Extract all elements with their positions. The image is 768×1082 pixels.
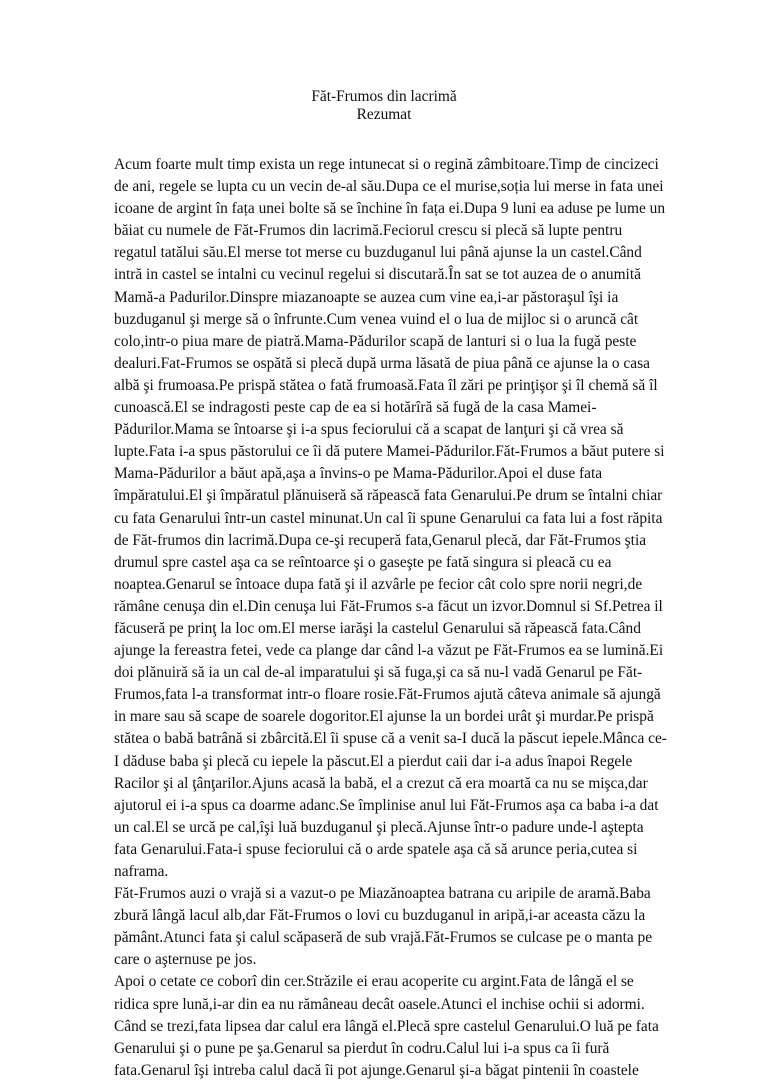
text-line: împăratului.El şi împăratul plănuiseră să răpească fata Genarului.Pe drum se întalni chiar xyxy=(114,487,663,505)
text-line: care o aşternuse pe jos. xyxy=(114,951,257,969)
text-line: cu fata Genarului într-un castel minunat.Un cal îi spune Genarului ca fata lui a fost răpita xyxy=(114,509,663,527)
text-line: dealuri.Fat-Frumos se ospătă si plecă după urma lăsată de piua până ce ajunse la o casa xyxy=(114,354,650,372)
text-line: Mamă-a Padurilor.Dinspre miazanoapte se auzea cum vine ea,i-ar păstoraşul îşi ia xyxy=(114,288,619,306)
text-line: lupte.Fata i-a spus păstorului ce îi dă putere Mamei-Pădurilor.Făt-Frumos a băut putere si xyxy=(114,443,665,461)
text-line: băiat cu numele de Făt-Frumos din lacrimă.Feciorul crescu si plecă să lupte pentru xyxy=(114,222,623,240)
text-line: ajunge la fereastra fetei, vede ca plange dar când l-a văzut pe Făt-Frumos ea se lumină.Ei xyxy=(114,642,664,660)
document-body xyxy=(114,154,667,1082)
text-line: Apoi o cetate ce coborî din cer.Străzile ei erau acoperite cu argint.Fata de lângă el se xyxy=(114,973,634,991)
document-subtitle: Rezumat xyxy=(356,106,412,123)
text-line: colo,intr-o piua mare de piatră.Mama-Pădurilor scapă de lanturi si o lua la fugă peste xyxy=(114,332,637,350)
text-line: intră in castel se intalni cu vecinul regelui si discutară.În sat se tot auzea de o anumită xyxy=(114,266,641,284)
text-line: in mare sau să scape de soarele dogoritor.El ajunse la un bordei urât şi murdar.Pe prispă xyxy=(114,708,654,726)
text-line: cunoască.El se indragosti peste cap de ea si hotărîră să fugă de la casa Mamei- xyxy=(114,399,597,417)
text-line: Pădurilor.Mama se întoarse şi i-a spus feciorului că a scapat de lanţuri şi că vrea să xyxy=(114,421,624,439)
text-line: Mama-Pădurilor a băut apă,aşa a învins-o pe Mama-Pădurilor.Apoi el duse fata xyxy=(114,465,603,483)
text-line: făcuseră pe prinţ la loc om.El merse iarăşi la castelul Genarului să răpească fata.Când xyxy=(114,619,641,637)
text-line: zbură lângă lacul alb,dar Făt-Frumos o lovi cu buzduganul in aripă,i-ar aceasta căzu la xyxy=(114,907,646,925)
text-line: I dăduse baba şi plecă cu iepele la păscut.El a pierdut caii dar i-a adus înapoi Regele xyxy=(114,752,633,770)
text-line: noaptea.Genarul se întoace dupa fată şi il azvârle pe fecior cât colo spre norii negri,de xyxy=(114,575,643,593)
text-line: albă şi frumoasa.Pe prispă stătea o fată frumoasă.Fata îl zări pe prinţişor şi îl chemă să îl xyxy=(114,376,658,394)
text-line: icoane de argint în fața unei bolte să se închine în fața ei.Dupa 9 luni ea aduse pe lume un xyxy=(114,200,666,218)
text-line: ridica spre lună,i-ar din ea nu rămâneau decât oasele.Atunci el inchise ochii si adormi. xyxy=(114,995,645,1013)
text-line: regatul tatălui său.El merse tot merse cu buzduganul lui până ajunse la un castel.Când xyxy=(114,244,642,262)
text-line: drumul spre castel aşa ca se reîntoarce şi o gaseşte pe fată singura si pleacă cu ea xyxy=(114,553,612,571)
text-line: doi plănuiră să ia un cal de-al imparatului şi să fuga,şi ca să nu-l vadă Genarul pe Făt- xyxy=(114,664,643,682)
text-line: naframa. xyxy=(114,863,169,880)
text-line: Făt-Frumos auzi o vrajă si a vazut-o pe Miazănoaptea batrana cu aripile de aramă.Baba xyxy=(114,885,651,903)
text-line: Frumos,fata l-a transformat intr-o floare rosie.Făt-Frumos ajută câteva animale să ajungă xyxy=(114,686,661,704)
text-line: fata Genarului.Fata-i spuse feciorului că o arde spatele aşa că să arunce peria,cutea si xyxy=(114,840,638,858)
text-line: de ani, regele se lupta cu un vecin de-al său.Dupa ce el murise,soția lui merse in fata unei xyxy=(114,178,664,196)
text-line: Racilor şi al ţânţarilor.Ajuns acasă la babă, el a crezut că era moartă ca nu se mişca,dar xyxy=(114,774,648,792)
text-line: stătea o babă batrână si zbârcită.El îi spuse că a venit sa-I ducă la păscut iepele.Mânca ce- xyxy=(114,730,667,748)
title-block xyxy=(0,88,768,124)
text-line: pământ.Atunci fata şi calul scăpaseră de sub vrajă.Făt-Frumos se culcase pe o manta pe xyxy=(114,929,653,947)
text-line: ajutorul ei i-a spus ca doarme adanc.Se împlinise anul lui Făt-Frumos aşa ca baba i-a dat xyxy=(114,796,659,814)
text-line: Acum foarte mult timp exista un rege intunecat si o regină zâmbitoare.Timp de cincizeci xyxy=(114,156,659,173)
document-title: Făt-Frumos din lacrimă xyxy=(311,88,457,105)
text-line: rămâne cenuşa din el.Din cenuşa lui Făt-Frumos s-a făcut un izvor.Domnul si Sf.Petrea il xyxy=(114,597,663,615)
text-line: Când se trezi,fata lipsea dar calul era lângă el.Plecă spre castelul Genarului.O luă pe fata xyxy=(114,1017,659,1035)
text-line: Genarului şi o pune pe şa.Genarul sa pierdut în codru.Calul lui i-a spus ca îi fură xyxy=(114,1039,610,1057)
text-line: fata.Genarul îşi intreba calul dacă îi pot ajunge.Genarul şi-a băgat pintenii în coastele xyxy=(114,1061,639,1079)
text-line: un cal.El se urcă pe cal,îşi luă buzduganul şi plecă.Ajunse într-o padure unde-l aştepta xyxy=(114,818,644,836)
text-line: de Făt-frumos din lacrimă.Dupa ce-şi recuperă fata,Genarul plecă, dar Făt-Frumos ştia xyxy=(114,531,647,549)
text-line: buzduganul şi merge să o înfrunte.Cum venea vuind el o lua de mijloc si o aruncă cât xyxy=(114,310,639,328)
